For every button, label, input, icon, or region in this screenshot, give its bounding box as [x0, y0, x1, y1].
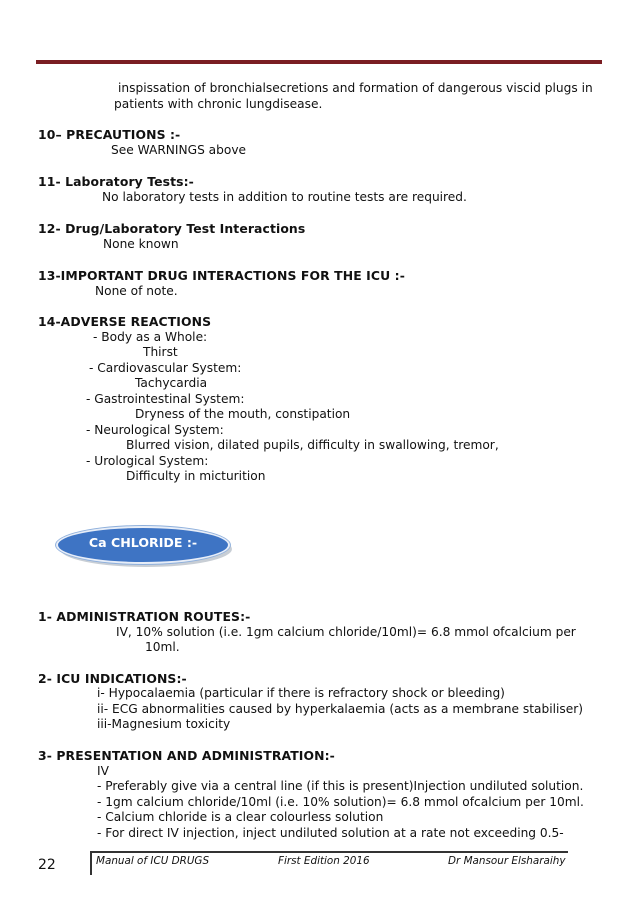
presentation-item: - For direct IV injection, inject undiluted solution at a rate not exceeding 0.5- [97, 826, 564, 840]
admin-routes-line-1: IV, 10% solution (i.e. 1gm calcium chloride/10ml)= 6.8 mmol ofcalcium per [116, 625, 576, 639]
adverse-system: - Urological System: [86, 454, 209, 468]
footer-rule [90, 851, 568, 853]
badge-label: Ca CHLORIDE :- [88, 535, 198, 550]
drug-title-badge [56, 526, 236, 566]
footer-book-title: Manual of ICU DRUGS [96, 855, 210, 867]
interactions-text: None of note. [95, 284, 178, 298]
adverse-system: - Cardiovascular System: [89, 361, 242, 375]
indication-item: ii- ECG abnormalities caused by hyperkalaemia (acts as a membrane stabiliser) [97, 702, 583, 716]
adverse-system: - Body as a Whole: [93, 330, 208, 344]
footer-author: Dr Mansour Elsharaihy [448, 855, 566, 867]
section-heading-presentation: 3- PRESENTATION AND ADMINISTRATION:- [38, 748, 335, 763]
continuation-line-2: patients with chronic lungdisease. [114, 97, 323, 111]
adverse-effect: Dryness of the mouth, constipation [135, 407, 351, 421]
footer-edition: First Edition 2016 [278, 855, 370, 867]
footer-divider [90, 851, 92, 875]
section-heading-indications: 2- ICU INDICATIONS:- [38, 671, 187, 686]
section-heading-lab-tests: 11- Laboratory Tests:- [38, 174, 194, 189]
presentation-item: - Calcium chloride is a clear colourless solution [97, 810, 384, 824]
drug-lab-text: None known [103, 237, 179, 251]
adverse-effect: Thirst [143, 345, 178, 359]
adverse-system: - Neurological System: [86, 423, 224, 437]
section-heading-precautions: 10– PRECAUTIONS :- [38, 127, 181, 142]
adverse-system: - Gastrointestinal System: [86, 392, 245, 406]
adverse-effect: Difficulty in micturition [126, 469, 266, 483]
presentation-item: - 1gm calcium chloride/10ml (i.e. 10% solution)= 6.8 mmol ofcalcium per 10ml. [97, 795, 584, 809]
section-heading-interactions: 13-IMPORTANT DRUG INTERACTIONS FOR THE ICU :- [38, 268, 405, 283]
precautions-text: See WARNINGS above [111, 143, 247, 157]
lab-tests-text: No laboratory tests in addition to routine tests are required. [102, 190, 467, 204]
indication-item: i- Hypocalaemia (particular if there is refractory shock or bleeding) [97, 686, 505, 700]
continuation-line-1: inspissation of bronchialsecretions and formation of dangerous viscid plugs in [118, 81, 593, 95]
adverse-effect: Blurred vision, dilated pupils, difficulty in swallowing, tremor, [126, 438, 499, 452]
section-heading-drug-lab: 12- Drug/Laboratory Test Interactions [38, 221, 306, 236]
header-rule [36, 60, 602, 64]
presentation-item: - Preferably give via a central line (if this is present)Injection undiluted solution. [97, 779, 584, 793]
page-number: 22 [38, 857, 56, 873]
indication-item: iii-Magnesium toxicity [97, 717, 231, 731]
admin-routes-line-2: 10ml. [145, 640, 180, 654]
section-heading-adverse: 14-ADVERSE REACTIONS [38, 314, 212, 329]
presentation-item: IV [97, 764, 109, 778]
adverse-effect: Tachycardia [135, 376, 208, 390]
section-heading-admin-routes: 1- ADMINISTRATION ROUTES:- [38, 609, 251, 624]
